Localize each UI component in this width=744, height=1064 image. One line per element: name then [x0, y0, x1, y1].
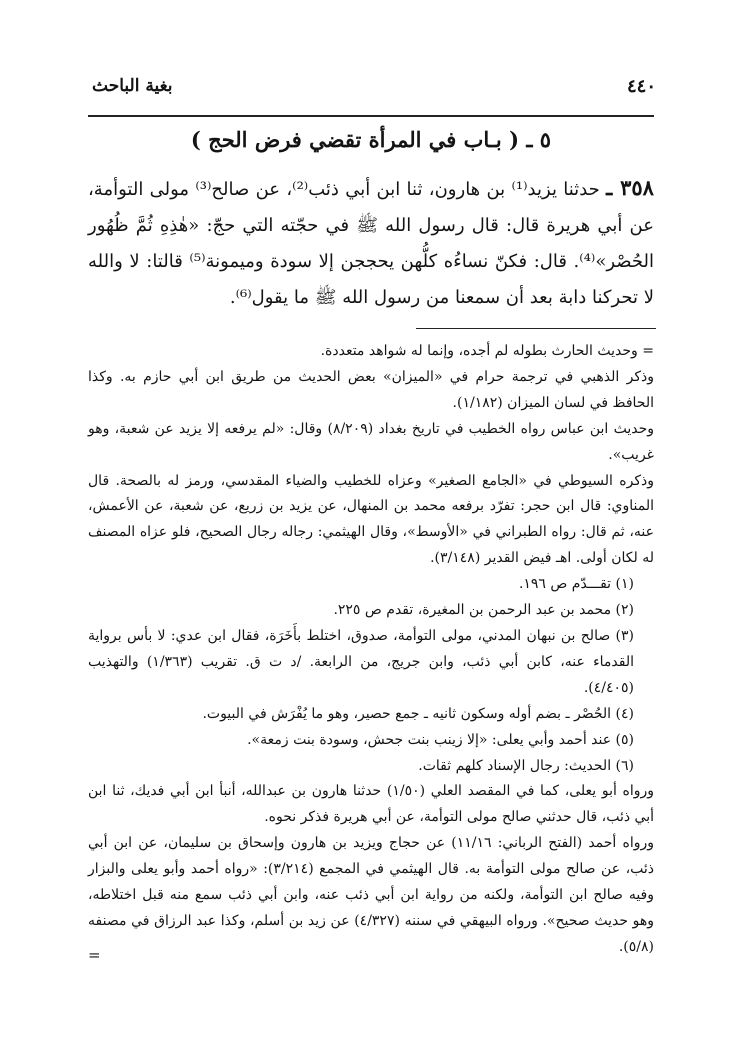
running-header-title: بغية الباحث — [92, 76, 173, 96]
note-paragraph: وذكره السيوطي في «الجامع الصغير» وعزاه للخطيب والضياء المقدسي، ورمز له بالصحة. قال المناوي: قال ابن حجر: تفرّد برفعه محمد بن المنهال، عن يزيد بن زريع، عن شعبة، عن الأعمش، عنه، ثم قال: رواه الطبراني في «الأوسط»، وقال الهيثمي: رجاله رجال الصحيح، فلو عزاه المصنف له لكان أولى. اهـ فيض القدير (٣/١٤٨). — [88, 472, 654, 567]
footnote-separator — [416, 328, 656, 329]
note-paragraph: ورواه أبو يعلى، كما في المقصد العلي (١/٥٠) حدثنا هارون بن عبدالله، أنبأ ابن أبي فديك، ثنا ابن أبي ذئب، قال حدثني صالح مولى التوأمة، عن أبي هريرة فذكر نحوه. — [88, 783, 655, 826]
hadith-number: ٣٥٨ ـ — [606, 175, 654, 200]
note-paragraph: وذكر الذهبي في ترجمة حرام في «الميزان» بعض الحديث من طريق ابن أبي حازم به. وكذا الحافظ في لسان الميزان (١/١٨٢). — [88, 368, 654, 411]
continued-mark: = — [88, 946, 101, 964]
hadith-text: حدثنا يزيد⁽¹⁾ بن هارون، ثنا ابن أبي ذئب⁽²⁾، عن صالح⁽³⁾ مولى التوأمة، عن أبي هريرة قال: قال رسول الله ﷺ في حجّته التي حجّ: «هٰذِهِ ثُمَّ ظُهُور الحُصْر»⁽⁴⁾. قال: فكنّ نساءُه كلُّهن يحججن إلا سودة وميمونة⁽⁵⁾ قالتا: لا والله لا تحركنا دابة بعد أن سمعنا من رسول الله ﷺ ما يقول⁽⁶⁾. — [88, 179, 654, 308]
note-paragraph: ورواه أحمد (الفتح الرباني: ١١/١٦) عن حجاج ويزيد بن هارون وإسحاق بن سليمان، عن ابن أبي ذئب، عن صالح مولى التوأمة به. قال الهيثمي في المجمع (٣/٢١٤): «رواه أحمد وأبو يعلى والبزار وفيه صالح ابن التوأمة، ولكنه من رواية ابن أبي ذئب عنه، وابن أبي ذئب سمع منه قبل اختلاطه، وهو حديث صحيح». ورواه البيهقي في سننه (٤/٣٢٧) عن زيد بن أسلم، وكذا عبد الرزاق في مصنفه (٥/٨). — [88, 835, 654, 955]
hadith-paragraph — [88, 170, 654, 316]
footnote-5: (٥) عند أحمد وأبي يعلى: «إلا زينب بنت جحش، وسودة بنت زمعة». — [247, 731, 634, 748]
hadith-body — [88, 170, 654, 316]
footnote-3: (٣) صالح بن نبهان المدني، مولى التوأمة، صدوق، اختلط بأَخَرَة، فقال ابن عدي: لا بأس برواية القدماء عنه، كابن أبي ذئب، وابن جريج، من الرابعة. /د ت ق. تقريب (١/٣٦٣) والتهذيب (٤/٤٠٥). — [88, 627, 634, 696]
note-paragraph: = وحديث الحارث بطوله لم أجده، وإنما له شواهد متعددة. — [320, 343, 654, 359]
page-number: ٤٤٠ — [626, 76, 656, 97]
header-rule — [88, 115, 654, 117]
footnote-4: (٤) الحُصْر ـ بضم أوله وسكون ثانيه ـ جمع حصير، وهو ما يُفْرَش في البيوت. — [202, 705, 634, 722]
chapter-heading: ٥ ـ ( بـاب في المرأة تقضي فرض الحج ) — [190, 127, 552, 152]
footnote-2: (٢) محمد بن عبد الرحمن بن المغيرة، تقدم ص ٢٢٥. — [333, 602, 634, 619]
footnotes-section — [88, 339, 654, 961]
footnote-1: (١) تقـــدّم ص ١٩٦. — [518, 576, 634, 593]
footnote-6: (٦) الحديث: رجال الإسناد كلهم ثقات. — [418, 757, 634, 774]
note-paragraph: وحديث ابن عباس رواه الخطيب في تاريخ بغداد (٨/٢٠٩) وقال: «لم يرفعه إلا يزيد عن شعبة، وهو غريب». — [88, 420, 654, 463]
